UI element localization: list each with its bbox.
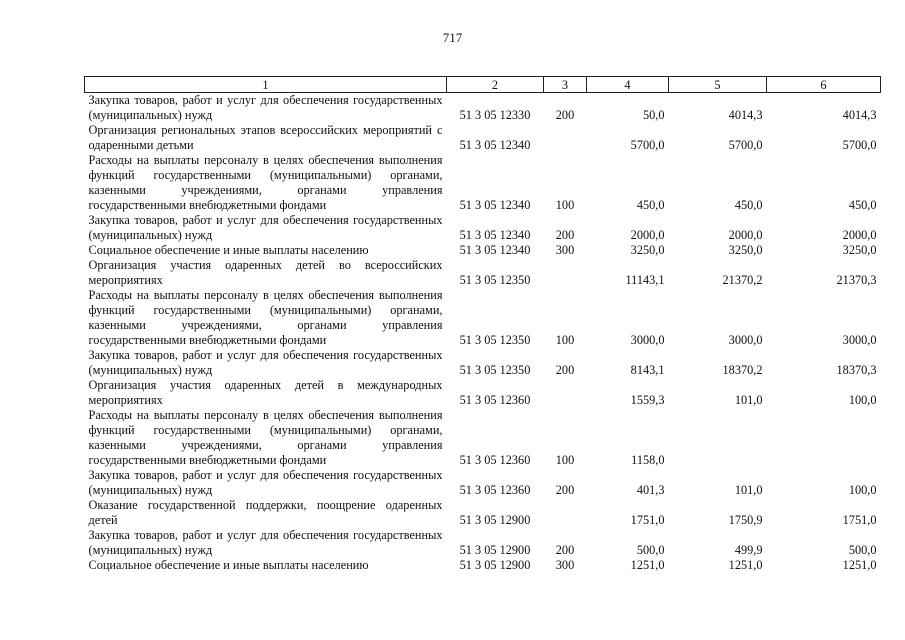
- row-name-cell: Организация участия одаренных детей во всероссийских мероприятиях: [88, 258, 443, 287]
- column-header: 5: [669, 77, 767, 93]
- row-value-3-cell: 5700,0: [842, 138, 877, 152]
- row-value-2-cell: 1251,0: [728, 558, 763, 572]
- row-value-1-cell: 5700,0: [630, 138, 665, 152]
- row-code-cell: 51 3 05 12900: [459, 513, 531, 527]
- column-header: 2: [447, 77, 544, 93]
- row-type-cell: 200: [555, 483, 575, 497]
- row-name-cell: Расходы на выплаты персоналу в целях обеспечения выполнения функций государственными (муниципальными) органами, казенными учреждениями, органами управления государственными внебюджетными фондами: [88, 288, 443, 347]
- row-value-3-cell: 100,0: [848, 483, 877, 497]
- row-type-cell: [544, 378, 587, 408]
- row-type-cell: 100: [555, 453, 575, 467]
- table-row: [85, 93, 881, 124]
- row-value-1-cell: 401,3: [636, 483, 665, 497]
- row-type-cell: [544, 258, 587, 288]
- row-value-2-cell: 450,0: [734, 198, 763, 212]
- row-type-cell: [544, 123, 587, 153]
- row-value-2-cell: 101,0: [734, 393, 763, 407]
- table-row: [85, 468, 881, 498]
- row-value-2-cell: 2000,0: [728, 228, 763, 242]
- table-row: [85, 288, 881, 348]
- row-code-cell: 51 3 05 12340: [459, 138, 531, 152]
- table-row: [85, 558, 881, 573]
- row-type-cell: 100: [555, 198, 575, 212]
- row-type-cell: 200: [555, 108, 575, 122]
- row-name-cell: Закупка товаров, работ и услуг для обеспечения государственных (муниципальных) нужд: [88, 528, 443, 557]
- row-value-1-cell: 2000,0: [630, 228, 665, 242]
- row-code-cell: 51 3 05 12340: [459, 228, 531, 242]
- row-value-2-cell: 21370,2: [722, 273, 763, 287]
- row-value-1-cell: 500,0: [636, 543, 665, 557]
- row-value-2-cell: 5700,0: [728, 138, 763, 152]
- table-row: [85, 408, 881, 468]
- table-row: [85, 348, 881, 378]
- table-row: [85, 498, 881, 528]
- row-value-1-cell: 1751,0: [630, 513, 665, 527]
- row-code-cell: 51 3 05 12350: [459, 273, 531, 287]
- row-code-cell: 51 3 05 12900: [459, 543, 531, 557]
- row-value-3-cell: 18370,3: [836, 363, 877, 377]
- row-code-cell: 51 3 05 12900: [459, 558, 531, 572]
- budget-table: [84, 76, 881, 573]
- row-value-2-cell: 499,9: [734, 543, 763, 557]
- row-value-3-cell: 3250,0: [842, 243, 877, 257]
- column-header: 1: [85, 77, 447, 93]
- row-name-cell: Оказание государственной поддержки, поощрение одаренных детей: [88, 498, 443, 527]
- row-value-3-cell: 1751,0: [842, 513, 877, 527]
- row-name-cell: Закупка товаров, работ и услуг для обеспечения государственных (муниципальных) нужд: [88, 348, 443, 377]
- row-name-cell: Закупка товаров, работ и услуг для обеспечения государственных (муниципальных) нужд: [88, 468, 443, 497]
- table-row: [85, 243, 881, 258]
- row-value-2-cell: 4014,3: [728, 108, 763, 122]
- column-header: 4: [587, 77, 669, 93]
- row-value-3-cell: 2000,0: [842, 228, 877, 242]
- table-row: [85, 258, 881, 288]
- row-code-cell: 51 3 05 12330: [459, 108, 531, 122]
- row-value-3-cell: 100,0: [848, 393, 877, 407]
- row-value-1-cell: 3000,0: [630, 333, 665, 347]
- row-type-cell: 200: [555, 543, 575, 557]
- row-type-cell: 100: [555, 333, 575, 347]
- row-value-2-cell: 3000,0: [728, 333, 763, 347]
- row-type-cell: 200: [555, 228, 575, 242]
- column-header: 3: [544, 77, 587, 93]
- row-code-cell: 51 3 05 12350: [459, 363, 531, 377]
- row-value-1-cell: 1251,0: [630, 558, 665, 572]
- row-value-3-cell: 1251,0: [842, 558, 877, 572]
- row-value-2-cell: 18370,2: [722, 363, 763, 377]
- row-type-cell: [544, 498, 587, 528]
- row-code-cell: 51 3 05 12340: [459, 243, 531, 257]
- row-value-3-cell: 21370,3: [836, 273, 877, 287]
- table-row: [85, 123, 881, 153]
- row-value-3-cell: 500,0: [848, 543, 877, 557]
- row-name-cell: Социальное обеспечение и иные выплаты населению: [88, 558, 369, 572]
- table-row: [85, 378, 881, 408]
- table-row: [85, 213, 881, 243]
- header-row: [85, 77, 881, 93]
- row-code-cell: 51 3 05 12350: [459, 333, 531, 347]
- row-value-1-cell: 8143,1: [630, 363, 665, 377]
- table-row: [85, 153, 881, 213]
- row-value-2-cell: [669, 408, 767, 468]
- row-value-3-cell: 4014,3: [842, 108, 877, 122]
- row-code-cell: 51 3 05 12360: [459, 393, 531, 407]
- row-name-cell: Расходы на выплаты персоналу в целях обеспечения выполнения функций государственными (муниципальными) органами, казенными учреждениями, органами управления государственными внебюджетными фондами: [88, 408, 443, 467]
- row-value-3-cell: 3000,0: [842, 333, 877, 347]
- row-value-2-cell: 3250,0: [728, 243, 763, 257]
- row-code-cell: 51 3 05 12340: [459, 198, 531, 212]
- row-value-3-cell: [767, 408, 881, 468]
- row-code-cell: 51 3 05 12360: [459, 453, 531, 467]
- row-type-cell: 300: [555, 558, 575, 572]
- page-number: 717: [442, 30, 463, 45]
- row-name-cell: Закупка товаров, работ и услуг для обеспечения государственных (муниципальных) нужд: [88, 93, 443, 122]
- column-header: 6: [767, 77, 881, 93]
- row-name-cell: Социальное обеспечение и иные выплаты населению: [88, 243, 369, 257]
- row-type-cell: 200: [555, 363, 575, 377]
- row-value-2-cell: 1750,9: [728, 513, 763, 527]
- row-value-1-cell: 450,0: [636, 198, 665, 212]
- table-row: [85, 528, 881, 558]
- row-value-1-cell: 1158,0: [631, 453, 665, 467]
- row-value-1-cell: 3250,0: [630, 243, 665, 257]
- row-code-cell: 51 3 05 12360: [459, 483, 531, 497]
- row-type-cell: 300: [555, 243, 575, 257]
- row-name-cell: Расходы на выплаты персоналу в целях обеспечения выполнения функций государственными (муниципальными) органами, казенными учреждениями, органами управления государственными внебюджетными фондами: [88, 153, 443, 212]
- row-name-cell: Закупка товаров, работ и услуг для обеспечения государственных (муниципальных) нужд: [88, 213, 443, 242]
- row-value-1-cell: 50,0: [642, 108, 665, 122]
- row-value-3-cell: 450,0: [848, 198, 877, 212]
- row-value-1-cell: 1559,3: [630, 393, 665, 407]
- row-value-1-cell: 11143,1: [625, 273, 665, 287]
- row-name-cell: Организация региональных этапов всероссийских мероприятий с одаренными детьми: [88, 123, 443, 152]
- row-value-2-cell: 101,0: [734, 483, 763, 497]
- row-name-cell: Организация участия одаренных детей в международных мероприятиях: [88, 378, 443, 407]
